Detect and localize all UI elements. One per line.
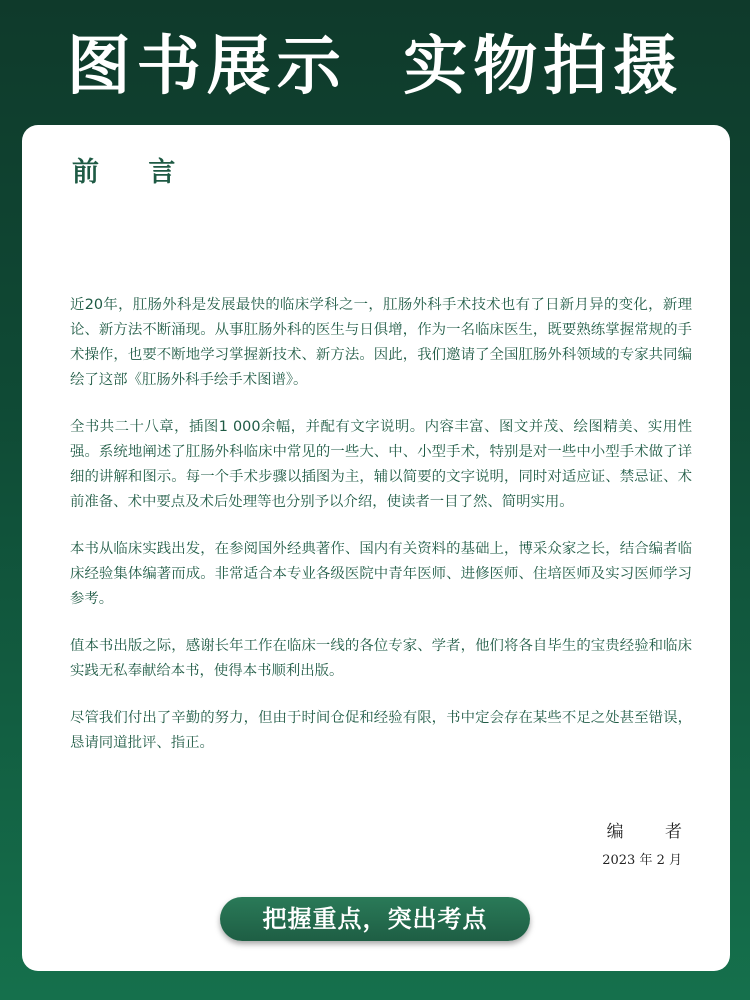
- preface-paragraph-1: 近20年，肛肠外科是发展最快的临床学科之一，肛肠外科手术技术也有了日新月异的变化，新理论、新方法不断涌现。从事肛肠外科的医生与日俱增，作为一名临床医生，既要熟练掌握常规的手术操作，也要不断地学习掌握新技术、新方法。因此，我们邀请了全国肛肠外科领域的专家共同编绘了这部《肛肠外科手绘手术图谱》。: [70, 297, 692, 388]
- banner-title: 图书展示 实物拍摄: [66, 30, 684, 104]
- slogan-badge: 把握重点，突出考点: [220, 897, 530, 941]
- signature-author: 编 者: [606, 822, 700, 842]
- preface-heading: 前 言: [72, 157, 196, 188]
- preface-paragraph-4: 值本书出版之际，感谢长年工作在临床一线的各位专家、学者，他们将各自毕生的宝贵经验和临床实践无私奉献给本书，使得本书顺利出版。: [70, 638, 692, 679]
- signature-date: 2023 年 2 月: [602, 853, 682, 868]
- book-page-photo: [22, 125, 730, 971]
- preface-paragraph-3: 本书从临床实践出发，在参阅国外经典著作、国内有关资料的基础上，博采众家之长，结合编者临床经验集体编著而成。非常适合本专业各级医院中青年医师、进修医师、住培医师及实习医师学习参考。: [70, 541, 692, 607]
- preface-paragraph-2: 全书共二十八章，插图1 000余幅，并配有文字说明。内容丰富、图文并茂、绘图精美、实用性强。系统地阐述了肛肠外科临床中常见的一些大、中、小型手术，特别是对一些中小型手术做了详细的讲解和图示。每一个手术步骤以插图为主，辅以简要的文字说明，同时对适应证、禁忌证、术前准备、术中要点及术后处理等也分别予以介绍，使读者一目了然、简明实用。: [70, 419, 692, 510]
- preface-body: [70, 293, 692, 778]
- preface-signature: [602, 819, 700, 873]
- preface-paragraph-5: 尽管我们付出了辛勤的努力，但由于时间仓促和经验有限，书中定会存在某些不足之处甚至错误，恳请同道批评、指正。: [70, 710, 692, 751]
